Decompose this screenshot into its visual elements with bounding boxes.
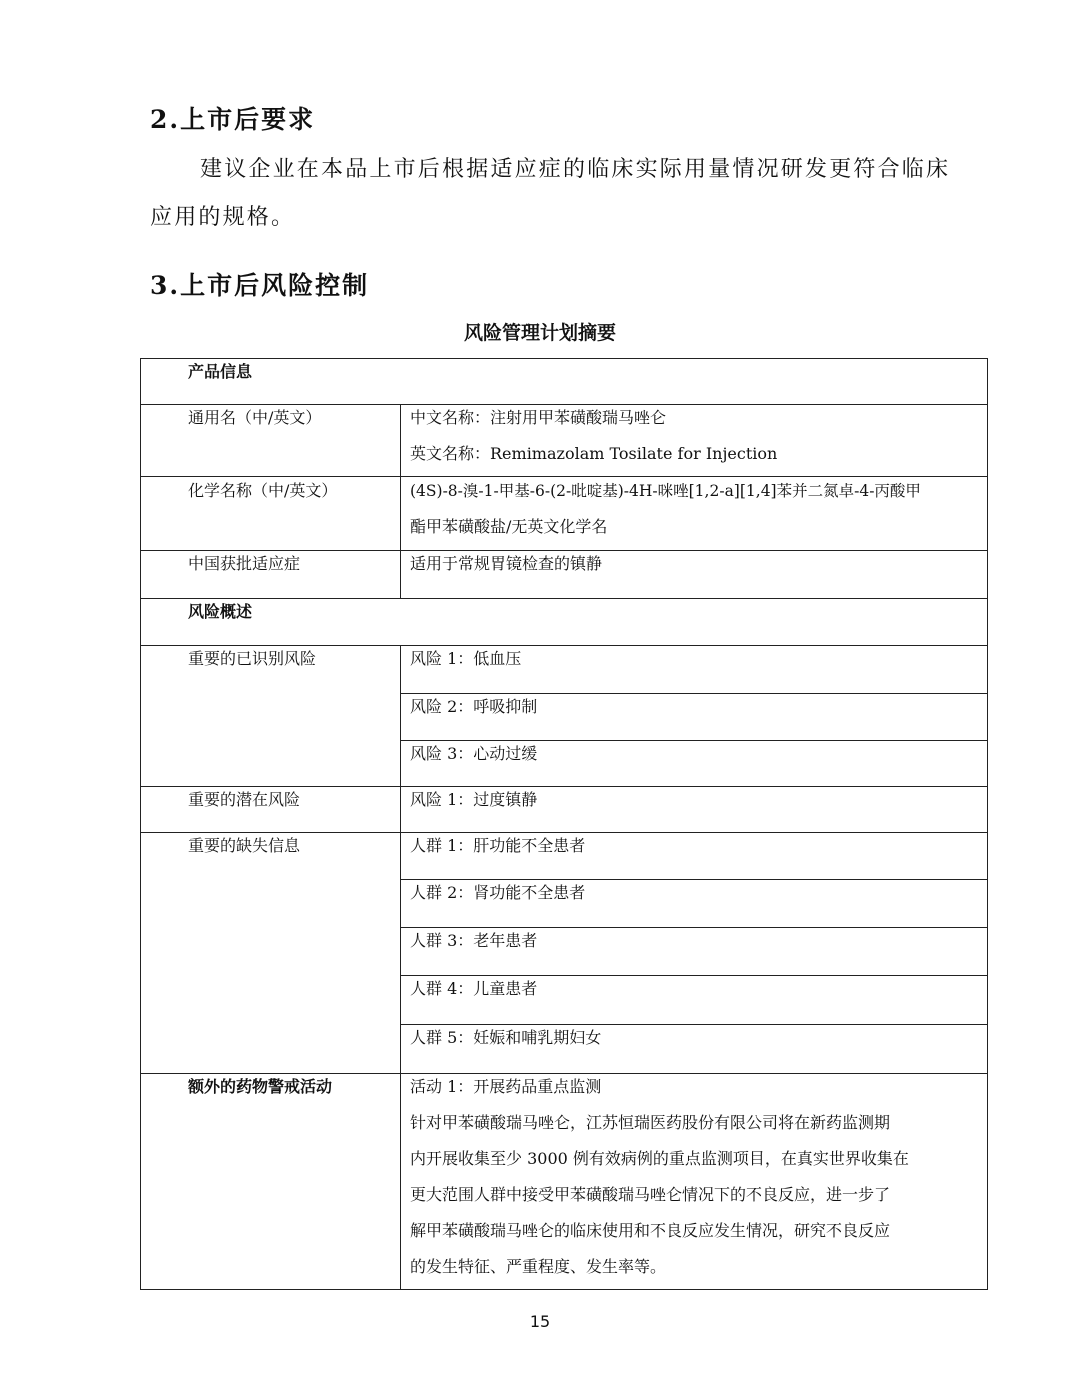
column-divider: [400, 645, 401, 1290]
column-divider: [400, 404, 401, 598]
indication-label: 中国获批适应症: [188, 554, 301, 573]
generic-name-en: 英文名称：Remimazolam Tosilate for Injection: [410, 444, 778, 463]
potential-risks-label: 重要的潜在风险: [188, 790, 301, 809]
indication-value: 适用于常规胃镜检查的镇静: [410, 554, 603, 573]
extra-activity-title: 活动 1：开展药品重点监测: [410, 1077, 602, 1096]
extra-activities-label: 额外的药物警戒活动: [188, 1077, 333, 1096]
section-3-heading: 3.上市后风险控制: [150, 271, 370, 300]
extra-activity-line: 更大范围人群中接受甲苯磺酸瑞马唑仑情况下的不良反应，进一步了: [410, 1185, 891, 1204]
row-divider: [140, 598, 988, 599]
chemical-name-label: 化学名称（中/英文）: [188, 481, 338, 500]
product-info-header: 产品信息: [188, 362, 253, 381]
generic-name-cn: 中文名称：注射用甲苯磺酸瑞马唑仑: [410, 408, 667, 427]
extra-activity-line: 解甲苯磺酸瑞马唑仑的临床使用和不良反应发生情况，研究不良反应: [410, 1221, 891, 1240]
missing-info-item: 人群 5：妊娠和哺乳期妇女: [410, 1028, 602, 1047]
identified-risks-label: 重要的已识别风险: [188, 649, 317, 668]
paragraph-line-1: 建议企业在本品上市后根据适应症的临床实际用量情况研发更符合临床: [200, 157, 951, 182]
missing-info-label: 重要的缺失信息: [188, 836, 301, 855]
potential-risk-item: 风险 1：过度镇静: [410, 790, 538, 809]
missing-info-item: 人群 2：肾功能不全患者: [410, 883, 586, 902]
page-number: 15: [529, 1312, 551, 1331]
risk-overview-header: 风险概述: [188, 602, 253, 621]
missing-info-item: 人群 1：肝功能不全患者: [410, 836, 586, 855]
extra-activity-line: 针对甲苯磺酸瑞马唑仑，江苏恒瑞医药股份有限公司将在新药监测期: [410, 1113, 891, 1132]
paragraph-line-2: 应用的规格。: [150, 205, 296, 230]
extra-activity-line: 的发生特征、严重程度、发生率等。: [410, 1257, 667, 1276]
identified-risk-item: 风险 3：心动过缓: [410, 744, 538, 763]
identified-risk-item: 风险 1：低血压: [410, 649, 522, 668]
section-2-heading: 2.上市后要求: [150, 105, 316, 134]
chemical-name-line-1: (4S)-8-溴-1-甲基-6-(2-吡啶基)-4H-咪唑[1,2-a][1,4]苯并二氮卓-4-丙酸甲: [410, 482, 921, 500]
missing-info-item: 人群 3：老年患者: [410, 931, 538, 950]
missing-info-item: 人群 4：儿童患者: [410, 979, 538, 998]
extra-activity-line: 内开展收集至少 3000 例有效病例的重点监测项目，在真实世界收集在: [410, 1149, 909, 1168]
identified-risk-item: 风险 2：呼吸抑制: [410, 697, 538, 716]
generic-name-label: 通用名（中/英文）: [188, 408, 322, 427]
section-2-paragraph: [150, 146, 980, 242]
table-title: 风险管理计划摘要: [463, 322, 616, 344]
chemical-name-line-2: 酯甲苯磺酸盐/无英文化学名: [410, 517, 608, 536]
